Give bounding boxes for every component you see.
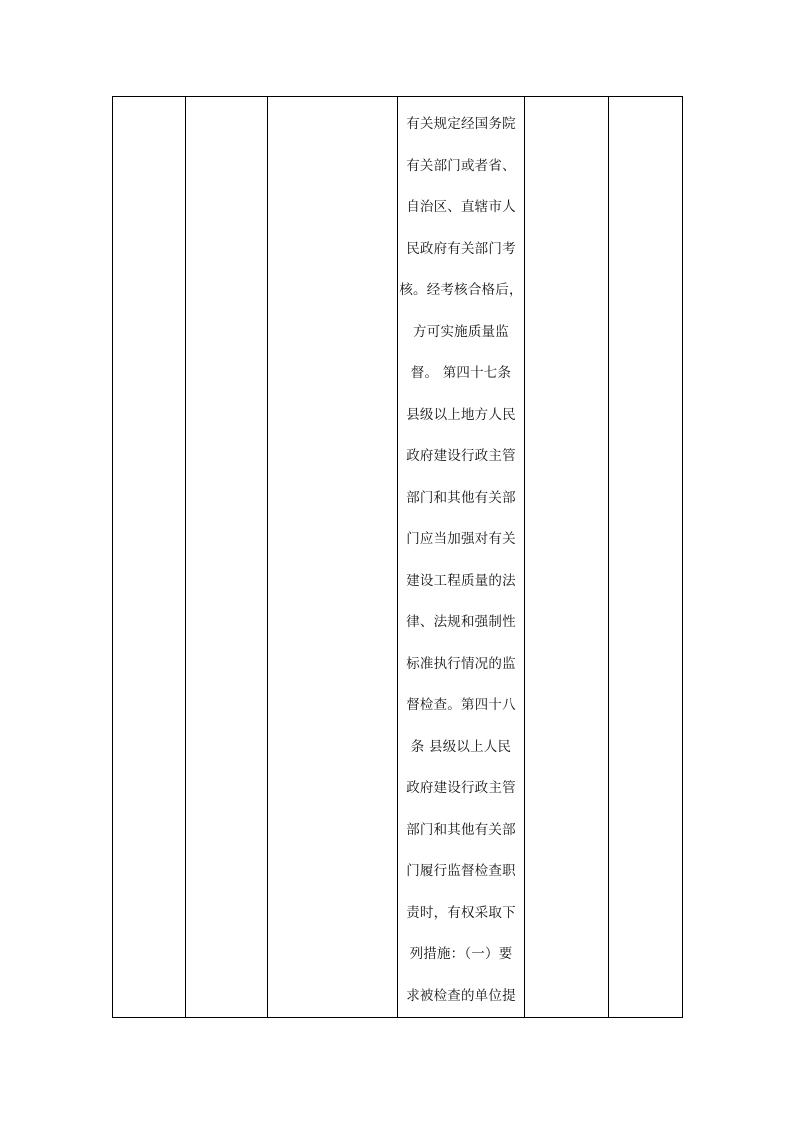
- text-line: 列措施：（一）要: [409, 946, 513, 962]
- text-line: 县级以上地方人民: [406, 406, 516, 423]
- text-line: 标准执行情况的监: [406, 655, 516, 672]
- text-line: 核。经考核合格后，: [399, 282, 523, 298]
- text-line: 自治区、直辖市人: [406, 199, 516, 215]
- text-line: 门履行监督检查职: [406, 863, 516, 879]
- table-row: [113, 97, 683, 1018]
- text-line: 部门和其他有关部: [406, 489, 516, 506]
- text-line: 督。 第四十七条: [410, 365, 512, 381]
- table-cell-col5: [525, 97, 609, 1018]
- text-line: 政府建设行政主管: [406, 780, 516, 796]
- regulation-text-block: [398, 97, 524, 1017]
- text-line: 门应当加强对有关: [406, 531, 516, 547]
- table-cell-col2: [186, 97, 268, 1018]
- text-line: 督检查。第四十八: [406, 697, 516, 713]
- text-line: 政府建设行政主管: [406, 448, 516, 464]
- text-line: 有关规定经国务院: [406, 116, 516, 132]
- text-line: 方可实施质量监: [413, 323, 509, 340]
- text-line: 律、法规和强制性: [406, 614, 516, 630]
- text-line: 民政府有关部门考: [406, 240, 516, 257]
- text-line: 部门和其他有关部: [406, 821, 516, 838]
- text-line: 条 县级以上人民: [410, 738, 512, 755]
- text-line: 求被检查的单位提: [406, 987, 516, 1004]
- text-line: 有关部门或者省、: [406, 157, 516, 174]
- regulation-table: [112, 96, 683, 1018]
- table-cell-col1: [113, 97, 186, 1018]
- table-cell-col6: [609, 97, 683, 1018]
- text-line: 建设工程质量的法: [406, 572, 516, 589]
- text-line: 责时，有权采取下: [406, 904, 516, 921]
- table-cell-regulation-text: [398, 97, 525, 1018]
- table-cell-col3: [268, 97, 398, 1018]
